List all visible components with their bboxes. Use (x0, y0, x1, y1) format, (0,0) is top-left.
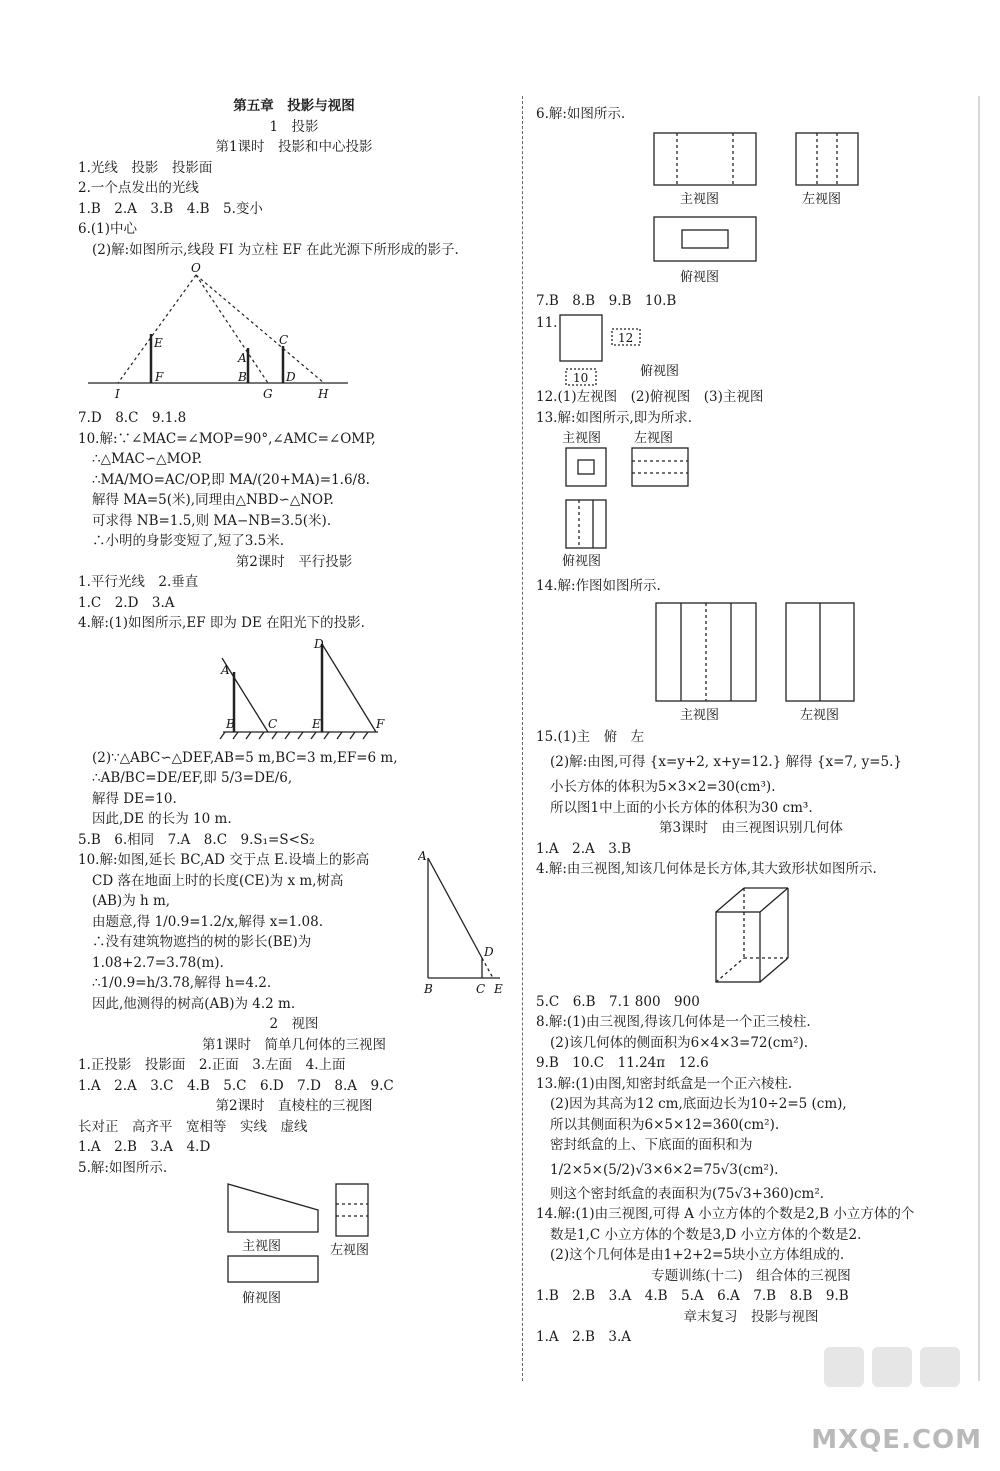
answer-line: 由题意,得 1/0.9=1.2/x,解得 x=1.08. (92, 913, 323, 930)
answer-line: 1.08+2.7=3.78(m). (92, 954, 224, 971)
label-O: O (191, 262, 201, 275)
lesson-title: 第2课时 直棱柱的三视图 (215, 1098, 373, 1114)
label-C: C (279, 333, 289, 347)
answer-line: 1.C 2.D 3.A (78, 594, 175, 611)
front-view-label: 主视图 (562, 431, 602, 446)
label-B: B (226, 716, 235, 731)
lesson-title: 第1课时 简单几何体的三视图 (201, 1036, 387, 1053)
label-B: B (424, 982, 433, 996)
answer-line: 长对正 高齐平 宽相等 实线 虚线 (78, 1118, 308, 1135)
lesson-title: 第1课时 投影和中心投影 (215, 139, 373, 155)
label-D: D (484, 945, 494, 959)
answer-line: 1.平行光线 2.垂直 (78, 574, 199, 590)
answer-line: 13.解:如图所示,即为所求. (536, 409, 693, 426)
answer-line: (2)解:如图所示,线段 FI 为立柱 EF 在此光源下所形成的影子. (92, 241, 459, 258)
watermark-text: MXQE.COM (811, 1425, 982, 1455)
answer-line: 5.B 6.相同 7.A 8.C 9.S₁=S<S₂ (78, 831, 315, 848)
front-view-label: 主视图 (680, 707, 720, 723)
left-view-label: 左视图 (802, 191, 842, 207)
label-C: C (476, 982, 486, 996)
label-A: A (221, 662, 230, 677)
answer-line: 4.解:由三视图,知该几何体是长方体,其大致形状如图所示. (536, 861, 877, 877)
answer-line: 8.解:(1)由三视图,得该几何体是一个正三棱柱. (536, 1014, 811, 1030)
answer-line: 1.光线 投影 投影面 (78, 159, 213, 176)
three-views-figure-6 (536, 127, 966, 287)
label-G: G (263, 387, 273, 401)
answer-line: 6.解:如图所示. (536, 106, 626, 122)
answer-line: 因此,他测得的树高(AB)为 4.2 m. (92, 995, 296, 1012)
watermark-logo (820, 1341, 970, 1411)
page-edge (978, 96, 980, 1381)
answer-line: ∴MA/MO=AC/OP,即 MA/(20+MA)=1.6/8. (92, 471, 370, 488)
label-I: I (115, 387, 120, 401)
dimension-12: 12 (618, 331, 634, 345)
label-H: H (318, 387, 329, 401)
top-view-figure-11 (536, 311, 966, 387)
central-projection-figure (78, 262, 510, 404)
left-view-label: 左视图 (330, 1243, 370, 1258)
answer-line: 1.B 2.A 3.B 4.B 5.变小 (78, 200, 263, 217)
label-E: E (494, 982, 503, 996)
answer-line: 13.解:(1)由图,知密封纸盒是一个正六棱柱. (536, 1075, 793, 1092)
answer-line: (2)因为其高为12 cm,底面边长为10÷2=5 (cm), (550, 1096, 847, 1112)
label-D: D (314, 636, 324, 651)
answer-line: 则这个密封纸盒的表面积为(75√3+360)cm². (550, 1185, 825, 1202)
answer-line: 6.(1)中心 (78, 221, 138, 237)
answer-line: 14.解:(1)由三视图,可得 A 小立方体的个数是2,B 小立方体的个 (536, 1206, 915, 1222)
label-B: B (238, 370, 247, 384)
answer-line: 1.正投影 投影面 2.正面 3.左面 4.上面 (78, 1057, 346, 1073)
q11-block (536, 311, 966, 387)
answer-line: 可求得 NB=1.5,则 MA−NB=3.5(米). (92, 512, 332, 529)
chapter-title: 第五章 投影与视图 (233, 98, 355, 114)
answer-line: 解得 MA=5(米),同理由△NBD∽△NOP. (92, 492, 334, 508)
answer-line: 10.解:如图,延长 BC,AD 交于点 E.设墙上的影高 (78, 852, 370, 868)
answer-line: 5.解:如图所示. (78, 1159, 168, 1176)
answer-line: 9.B 10.C 11.24π 12.6 (536, 1055, 709, 1071)
column-divider (522, 96, 523, 1381)
answer-line: 2.一个点发出的光线 (78, 180, 199, 196)
answer-line: 14.解:作图如图所示. (536, 578, 661, 594)
answer-line: (AB)为 h m, (92, 893, 171, 909)
answer-line: 1.A 2.A 3.B (536, 840, 632, 857)
answer-line: (2)这个几何体是由1+2+2=5块小立方体组成的. (550, 1247, 845, 1263)
answer-line: 1.A 2.B 3.A 4.D (78, 1139, 211, 1155)
answer-line: 15.(1)主 俯 左 (536, 728, 645, 745)
label-D: D (286, 370, 296, 384)
answer-line: 12.(1)左视图 (2)俯视图 (3)主视图 (536, 389, 764, 405)
prism-views-figure (78, 1180, 510, 1320)
answer-line: 5.C 6.B 7.1 800 900 (536, 993, 700, 1010)
top-view-label: 俯视图 (242, 1291, 282, 1306)
top-view-label: 俯视图 (640, 364, 680, 379)
label-E: E (312, 716, 321, 731)
answer-line: 1.A 2.B 3.A (536, 1329, 632, 1345)
answer-line: ∴小明的身影变短了,短了3.5米. (92, 533, 285, 549)
answer-line: 7.D 8.C 9.1.8 (78, 410, 187, 426)
lesson-title: 第3课时 由三视图识别几何体 (658, 820, 844, 836)
answer-line: 解得 DE=10. (92, 790, 177, 807)
tree-shadow-block (78, 850, 510, 1014)
answer-line: 小长方体的体积为5×3×2=30(cm³). (550, 779, 776, 795)
section-title: 1 投影 (269, 118, 319, 135)
parallel-projection-figure (78, 636, 510, 744)
left-view-label: 左视图 (634, 431, 674, 446)
top-view-label: 俯视图 (562, 554, 602, 569)
label-C: C (268, 716, 278, 731)
dimension-10: 10 (573, 371, 589, 385)
answer-line: 10.解:∵∠MAC=∠MOP=90°,∠AMC=∠OMP, (78, 430, 376, 447)
label-A: A (238, 351, 247, 365)
front-view-label: 主视图 (680, 191, 720, 207)
answer-line: (2)解:由图,可得 {x=y+2, x+y=12.} 解得 {x=7, y=5.} (550, 754, 902, 770)
answer-line: 所以其侧面积为6×5×12=360(cm²). (550, 1116, 780, 1133)
answer-line: 7.B 8.B 9.B 10.B (536, 292, 677, 309)
answer-line: CD 落在地面上时的长度(CE)为 x m,树高 (92, 872, 344, 889)
answer-line: 所以图1中上面的小长方体的体积为30 cm³. (550, 799, 813, 816)
top-view-label: 俯视图 (680, 269, 720, 285)
cuboid-figure (536, 882, 966, 988)
review-title: 章末复习 投影与视图 (683, 1308, 819, 1325)
answer-line: 密封纸盒的上、下底面的面积和为 (550, 1137, 753, 1153)
answer-line: 1/2×5×(5/2)√3×6×2=75√3(cm²). (550, 1161, 779, 1178)
question-number: 11. (536, 315, 558, 331)
answer-line: ∴1/0.9=h/3.78,解得 h=4.2. (92, 975, 272, 991)
answer-line: 因此,DE 的长为 10 m. (92, 811, 232, 827)
left-view-label: 左视图 (800, 707, 840, 723)
left-column (78, 96, 510, 1324)
two-views-figure-14 (536, 599, 966, 723)
front-view-label: 主视图 (242, 1239, 282, 1254)
topic-title: 专题训练(十二) 组合体的三视图 (651, 1267, 851, 1284)
answer-line: (2)∵△ABC∽△DEF,AB=5 m,BC=3 m,EF=6 m, (92, 749, 398, 766)
label-F: F (376, 716, 385, 731)
answer-line: 1.B 2.B 3.A 4.B 5.A 6.A 7.B 8.B 9.B (536, 1288, 849, 1304)
section-title: 2 视图 (269, 1016, 319, 1032)
label-F: F (155, 370, 164, 384)
tree-shadow-figure (418, 850, 510, 1000)
label-A: A (418, 850, 427, 863)
answer-line: 4.解:(1)如图所示,EF 即为 DE 在阳光下的投影. (78, 615, 365, 631)
three-views-figure-13 (536, 430, 966, 572)
label-E: E (154, 336, 163, 350)
answer-line: ∴没有建筑物遮挡的树的影长(BE)为 (92, 934, 312, 950)
answer-line: ∴△MAC∽△MOP. (92, 451, 203, 467)
answer-line: (2)该几何体的侧面积为6×4×3=72(cm²). (550, 1034, 809, 1051)
answer-line: ∴AB/BC=DE/EF,即 5/3=DE/6, (92, 770, 293, 786)
right-column (536, 96, 966, 1348)
lesson-title: 第2课时 平行投影 (235, 553, 353, 570)
answer-line: 数是1,C 小立方体的个数是3,D 小立方体的个数是2. (550, 1226, 862, 1243)
answer-line: 1.A 2.A 3.C 4.B 5.C 6.D 7.D 8.A 9.C (78, 1077, 394, 1094)
